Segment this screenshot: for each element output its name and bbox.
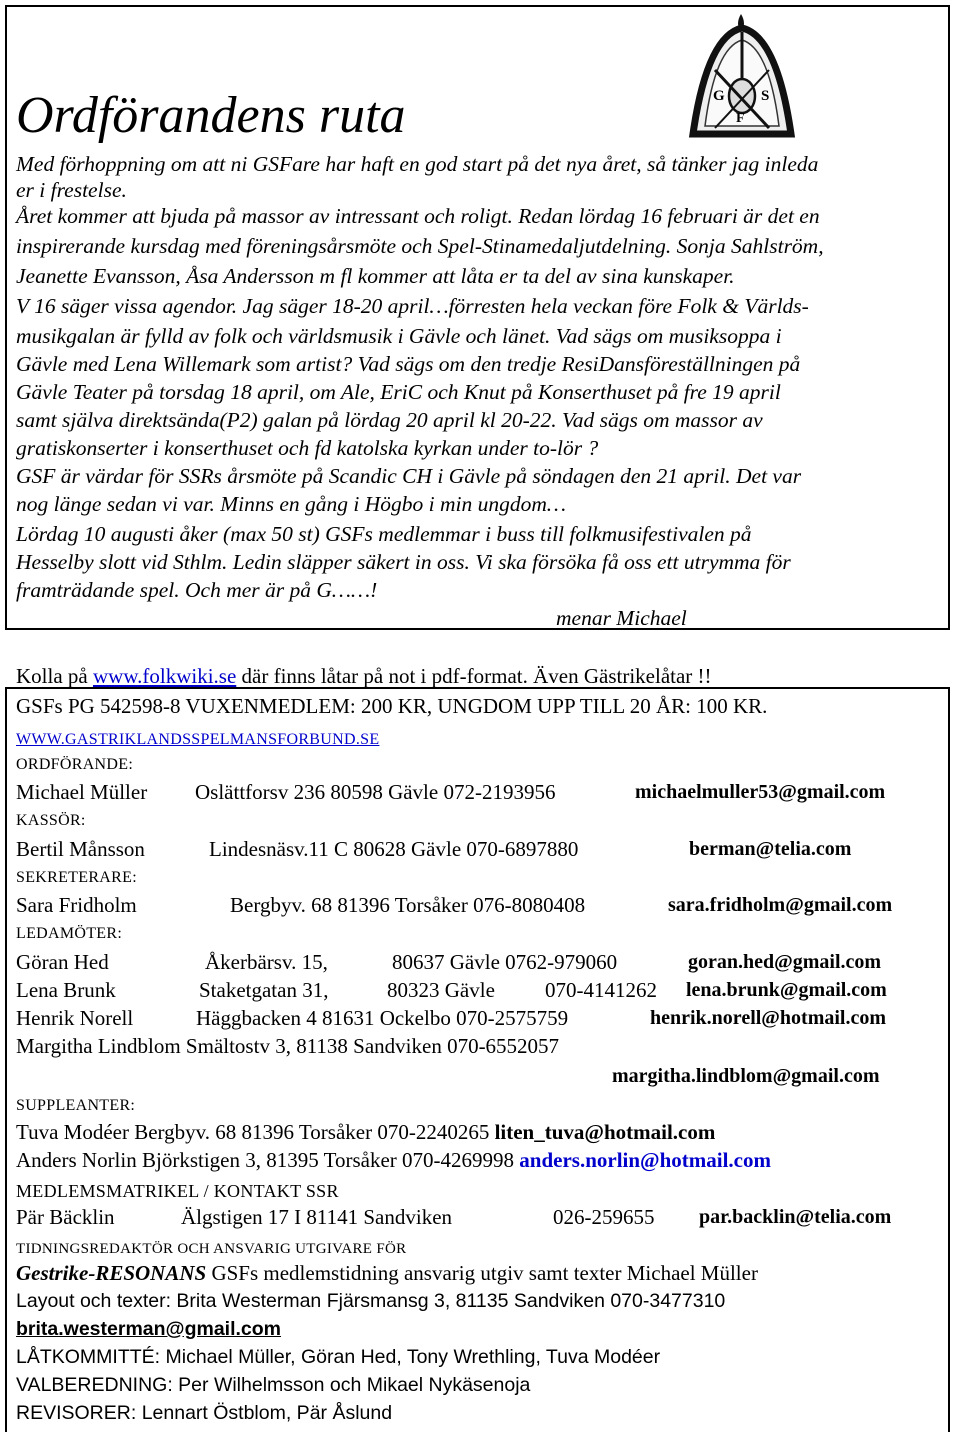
tidning-rest: GSFs medlemstidning ansvarig utgiv samt texter Michael Müller (206, 1261, 758, 1285)
column-line: gratiskonserter i konserthuset och fd katolska kyrkan under to-lör ? (16, 436, 599, 460)
suppleant-text: Tuva Modéer Bergbyv. 68 81396 Torsåker 070-2240265 (16, 1120, 495, 1144)
sekreterare-email: sara.fridholm@gmail.com (668, 894, 893, 916)
kassor-address: Lindesnäsv.11 C 80628 Gävle 070-6897880 (209, 837, 579, 861)
suppleant-email: anders.norlin@hotmail.com (519, 1148, 771, 1172)
sekreterare-address: Bergbyv. 68 81396 Torsåker 076-8080408 (230, 893, 586, 917)
ordforande-email: michaelmuller53@gmail.com (635, 781, 886, 803)
ledamot-address: Staketgatan 31, (199, 978, 329, 1002)
valberedning-line: VALBEREDNING: Per Wilhelmsson och Mikael Nykäsenoja (16, 1374, 531, 1396)
layout-email: brita.westerman@gmail.com (16, 1318, 282, 1340)
kassor-name: Bertil Månsson (16, 837, 145, 861)
ledamot-city: 80323 Gävle (387, 978, 495, 1002)
column-line: Med förhoppning om att ni GSFare har haft en god start på det nya året, så tänker jag inleda (16, 152, 819, 176)
sekreterare-heading: SEKRETERARE: (16, 869, 137, 886)
column-line: GSF är värdar för SSRs årsmöte på Scandic CH i Gävle på söndagen den 21 april. Det var (16, 464, 802, 488)
ordforande-heading: ORDFÖRANDE: (16, 756, 134, 773)
ledamot-city: 80637 Gävle 0762-979060 (392, 950, 618, 974)
margitha-email: margitha.lindblom@gmail.com (612, 1065, 880, 1087)
column-line: musikgalan är fylld av folk och världsmusik i Gävle och länet. Vad sägs om musiksoppa i (16, 324, 782, 348)
medlemsmatrikel-address: Älgstigen 17 I 81141 Sandviken (181, 1205, 453, 1229)
sekreterare-name: Sara Fridholm (16, 893, 137, 917)
column-line: Lördag 10 augusti åker (max 50 st) GSFs medlemmar i buss till folkmusifestivalen på (16, 522, 752, 546)
kassor-email: berman@telia.com (689, 838, 852, 860)
tidning-name: Gestrike-RESONANS (16, 1261, 207, 1285)
column-line: framträdande spel. Och mer är på G……! (16, 578, 378, 602)
ledamot-email: goran.hed@gmail.com (688, 951, 882, 973)
suppleant-text: Anders Norlin Björkstigen 3, 81395 Torsåker 070-4269998 (16, 1148, 520, 1172)
margitha-line: Margitha Lindblom Smältostv 3, 81138 Sandviken 070-6552057 (16, 1034, 560, 1058)
ledamot-address: Häggbacken 4 81631 Ockelbo 070-2575759 (196, 1006, 569, 1030)
ledamot-email: lena.brunk@gmail.com (686, 979, 887, 1001)
gsf-logo (683, 10, 801, 138)
suppleant-line (16, 1147, 771, 1173)
tidning-heading: TIDNINGSREDAKTÖR OCH ANSVARIG UTGIVARE FÖR (16, 1241, 407, 1257)
revisorer-line: REVISORER: Lennart Östblom, Pär Åslund (16, 1402, 393, 1424)
kassor-heading: KASSÖR: (16, 812, 86, 829)
logo-letter-s: S (761, 88, 770, 104)
folkwiki-prefix: Kolla på (16, 664, 93, 688)
logo-letter-f: F (736, 111, 745, 126)
ordforande-address: Oslättforsv 236 80598 Gävle 072-2193956 (195, 780, 556, 804)
tidning-line (16, 1260, 758, 1286)
signature: menar Michael (556, 606, 687, 630)
page-title: Ordförandens ruta (16, 87, 406, 144)
folkwiki-link[interactable]: www.folkwiki.se (92, 664, 237, 688)
column-line: V 16 säger vissa agendor. Jag säger 18-20 april…förresten hela veckan före Folk & Världs- (16, 294, 809, 318)
suppleant-line (16, 1119, 715, 1145)
column-line: Gävle Teater på torsdag 18 april, om Ale, EriC och Knut på Konserthuset på fre 19 april (16, 380, 781, 404)
column-line: inspirerande kursdag med föreningsårsmöte och Spel-Stinamedaljutdelning. Sonja Sahlström, (16, 234, 824, 258)
website-link[interactable]: WWW.GASTRIKLANDSSPELMANSFORBUND.SE (16, 731, 380, 748)
ledamot-address: Åkerbärsv. 15, (205, 950, 328, 974)
ledamoter-heading: LEDAMÖTER: (16, 925, 123, 942)
column-line: nog länge sedan vi var. Minns en gång i Högbo i min ungdom… (16, 492, 567, 516)
column-line: samt själva direktsända(P2) galan på lördag 20 april kl 20-22. Vad sägs om massor av (16, 408, 763, 432)
ledamot-name: Lena Brunk (16, 978, 116, 1002)
column-line: Hesselby slott vid Sthlm. Ledin släpper säkert in oss. Vi ska försöka få oss ett utrymma för (16, 550, 791, 574)
folkwiki-suffix: där finns låtar på not i pdf-format. Även Gästrikelåtar !! (236, 664, 712, 688)
suppleant-email: liten_tuva@hotmail.com (494, 1120, 716, 1144)
column-line: er i frestelse. (16, 178, 127, 202)
gsf-fiddle-emblem-icon (683, 10, 801, 138)
ledamot-name: Henrik Norell (16, 1006, 134, 1030)
column-line: Året kommer att bjuda på massor av intressant och roligt. Redan lördag 16 februari är det en (16, 204, 820, 228)
ordforande-name: Michael Müller (16, 780, 148, 804)
ledamot-name: Göran Hed (16, 950, 109, 974)
ledamot-email: henrik.norell@hotmail.com (650, 1007, 887, 1029)
layout-line: Layout och texter: Brita Westerman Fjärsmansg 3, 81135 Sandviken 070-3477310 (16, 1290, 726, 1312)
column-line: Jeanette Evansson, Åsa Andersson m fl kommer att låta er ta del av sina kunskaper. (16, 264, 735, 288)
medlemsmatrikel-name: Pär Bäcklin (16, 1205, 115, 1229)
logo-letter-g: G (713, 88, 725, 104)
column-line: Gävle med Lena Willemark som artist? Vad sägs om den tredje ResiDansföreställningen på (16, 352, 801, 376)
ledamot-phone: 070-4141262 (545, 978, 657, 1002)
folkwiki-note (16, 662, 712, 690)
latkommitte-line: LÅTKOMMITTÉ: Michael Müller, Göran Hed, Tony Wrethling, Tuva Modéer (16, 1346, 661, 1368)
pg-line: GSFs PG 542598-8 VUXENMEDLEM: 200 KR, UNGDOM UPP TILL 20 ÅR: 100 KR. (16, 694, 768, 718)
medlemsmatrikel-heading: MEDLEMSMATRIKEL / KONTAKT SSR (16, 1181, 339, 1201)
suppleanter-heading: SUPPLEANTER: (16, 1097, 136, 1114)
medlemsmatrikel-phone: 026-259655 (553, 1205, 655, 1229)
medlemsmatrikel-email: par.backlin@telia.com (699, 1206, 892, 1228)
